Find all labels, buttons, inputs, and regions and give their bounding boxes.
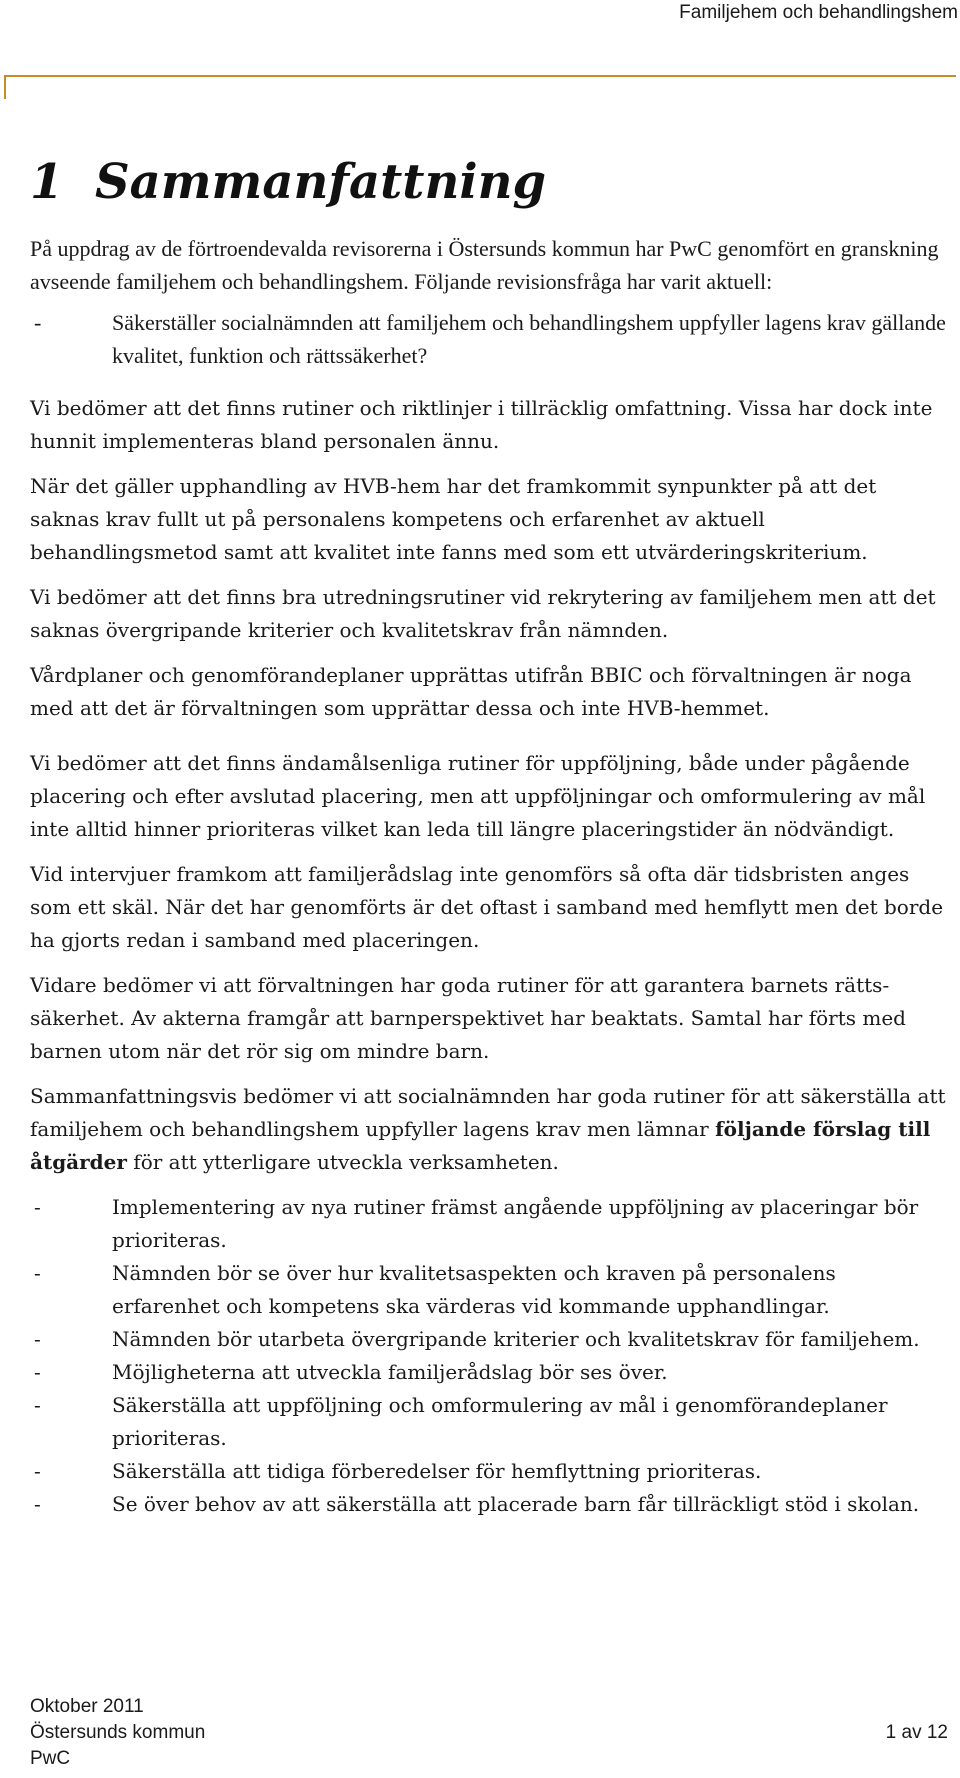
- page-content: [30, 150, 948, 1521]
- header-rule: [4, 75, 956, 77]
- intro-paragraph: På uppdrag av de förtroendevalda revisorerna i Östersunds kommun har PwC genomfört en granskning avseende familjehem och behandlingshem. Följande revisionsfråga har varit aktuell:: [30, 236, 939, 294]
- header-rule-tick: [4, 75, 6, 99]
- summary-text: Sammanfattningsvis bedömer vi att socialnämnden har goda rutiner för att säkerställa att familjehem och behandlingshem uppfyller lagens krav men lämnar: [30, 1084, 946, 1141]
- action-item: - Säkerställa att uppföljning och omformulering av mål i genomförandeplaner prioriteras.: [30, 1389, 948, 1455]
- summary-emphasis: följande förslag till åtgärder: [30, 1117, 931, 1174]
- action-item: - Säkerställa att tidiga förberedelser för hemflyttning prioriteras.: [30, 1455, 948, 1488]
- paragraph: Vidare bedömer vi att förvaltningen har goda rutiner för att garantera barnets rätts-säkerhet. Av akterna framgår att barnperspektivet har beaktats. Samtal har förts med barnen utom när det rör sig om mindre barn.: [30, 973, 906, 1063]
- action-item: - Nämnden bör se över hur kvalitetsaspekten och kraven på personalens erfarenhet och kompetens ska värderas vid kommande upphandlingar.: [30, 1257, 948, 1323]
- action-item: - Implementering av nya rutiner främst angående uppföljning av placeringar bör prioriteras.: [30, 1191, 948, 1257]
- action-item: - Se över behov av att säkerställa att placerade barn får tillräckligt stöd i skolan.: [30, 1488, 948, 1521]
- revision-question-list: [30, 306, 948, 372]
- summary-paragraph: [30, 1080, 948, 1179]
- paragraph: När det gäller upphandling av HVB-hem har det framkommit synpunkter på att det saknas krav fullt ut på personalens kompetens och erfarenhet av aktuell behandlingsmetod samt att kvalitet inte fanns med som ett utvärderingskriterium.: [30, 474, 877, 564]
- footer-organization: Östersunds kommun: [30, 1722, 206, 1743]
- action-item: - Möjligheterna att utveckla familjerådslag bör ses över.: [30, 1356, 948, 1389]
- revision-question: - Säkerställer socialnämnden att familjehem och behandlingshem uppfyller lagens krav gällande kvalitet, funktion och rättssäkerhet?: [30, 306, 948, 372]
- paragraph: Vid intervjuer framkom att familjerådslag inte genomförs så ofta där tidsbristen anges som ett skäl. När det har genomförts är det oftast i samband med hemflytt men det borde ha gjorts redan i samband med placeringen.: [30, 862, 944, 952]
- page-number: 1 av 12: [885, 1722, 948, 1743]
- page-footer: [30, 1694, 948, 1772]
- action-list: [30, 1191, 948, 1521]
- footer-company: PwC: [30, 1748, 71, 1769]
- paragraph: Vårdplaner och genomförandeplaner upprättas utifrån BBIC och förvaltningen är noga med att det är förvaltningen som upprättar dessa och inte HVB-hemmet.: [30, 663, 912, 720]
- summary-text-end: för att ytterligare utveckla verksamheten.: [126, 1150, 559, 1174]
- paragraph: Vi bedömer att det finns rutiner och riktlinjer i tillräcklig omfattning. Vissa har dock inte hunnit implementeras bland personalen ännu.: [30, 396, 933, 453]
- section-heading: [30, 150, 948, 214]
- paragraph: Vi bedömer att det finns bra utredningsrutiner vid rekrytering av familjehem men att det saknas övergripande kriterier och kvalitetskrav från nämnden.: [30, 585, 936, 642]
- section-number: 1: [30, 154, 64, 210]
- footer-date: Oktober 2011: [30, 1696, 144, 1717]
- running-header: Familjehem och behandlingshem: [679, 2, 958, 23]
- action-item: - Nämnden bör utarbeta övergripande kriterier och kvalitetskrav för familjehem.: [30, 1323, 948, 1356]
- section-title: Sammanfattning: [95, 154, 547, 210]
- paragraph: Vi bedömer att det finns ändamålsenliga rutiner för uppföljning, både under pågående placering och efter avslutad placering, men att uppföljningar och omformulering av mål inte alltid hinner prioriteras vilket kan leda till längre placeringstider än nödvändigt.: [30, 751, 926, 841]
